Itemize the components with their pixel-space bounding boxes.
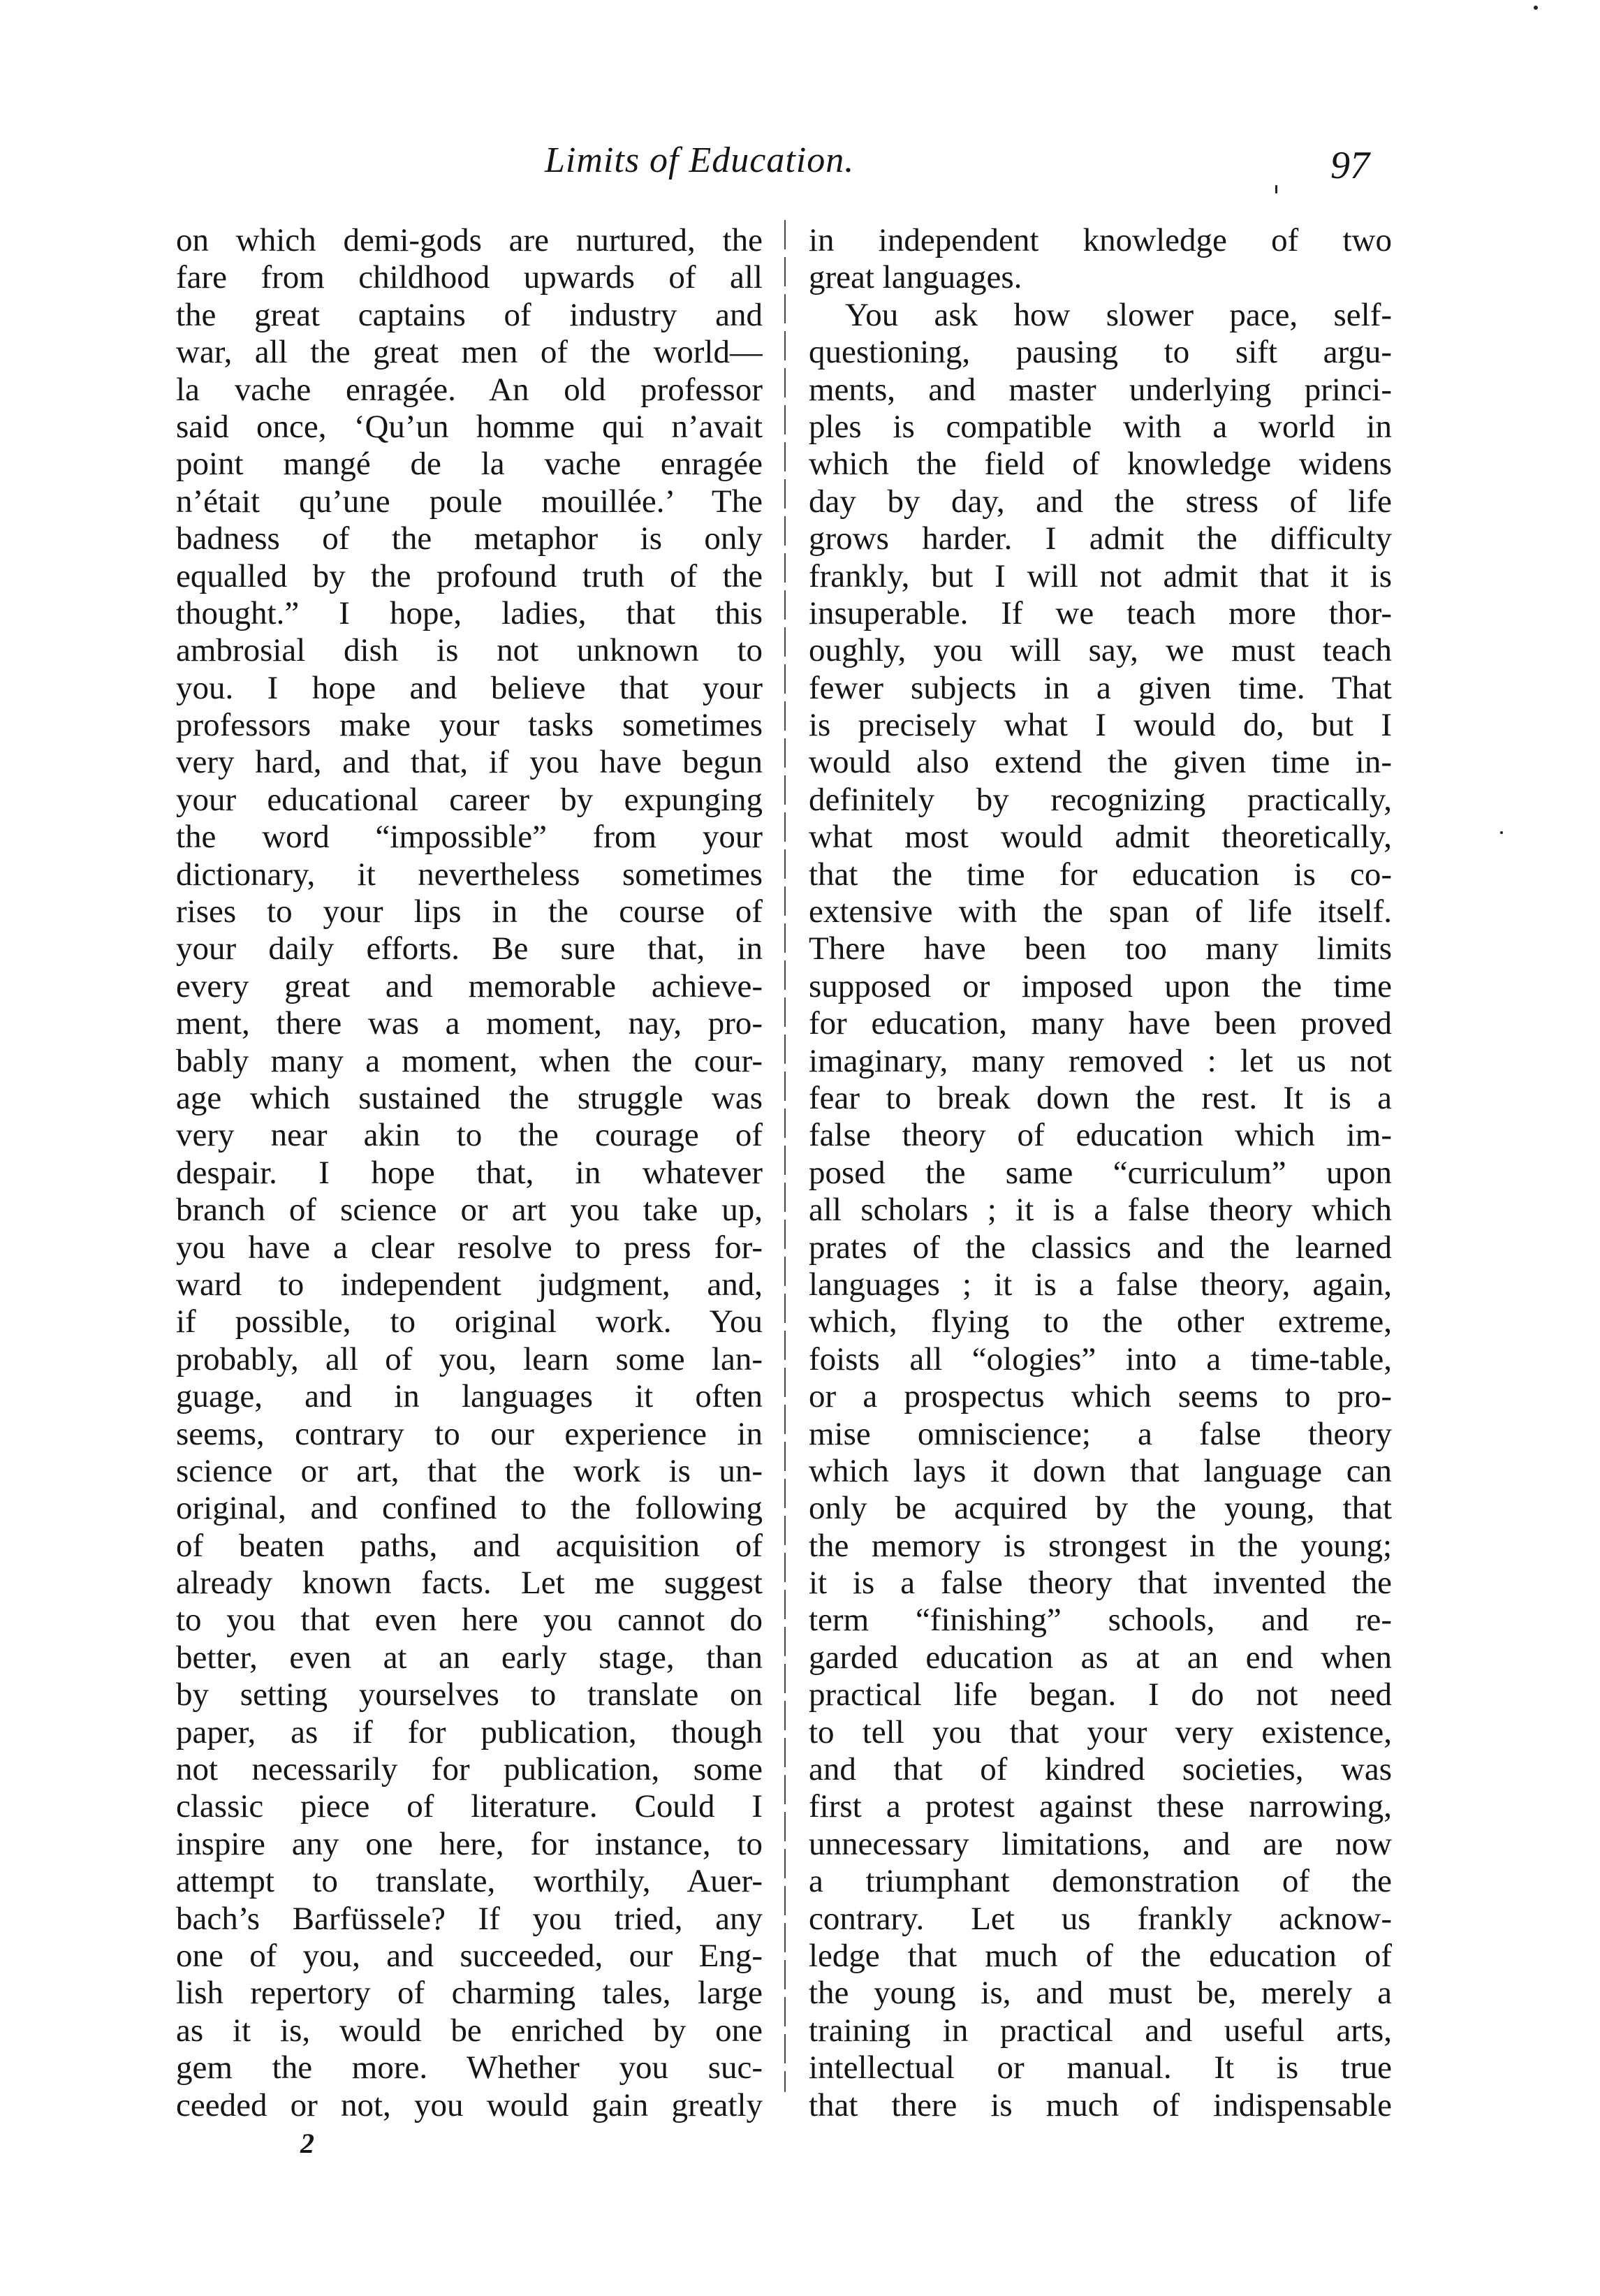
text-line: age which sustained the struggle was [176,1079,763,1116]
text-line: There have been too many limits [809,930,1392,967]
text-line: by setting yourselves to translate on [176,1676,763,1713]
text-line: definitely by recognizing practically, [809,781,1392,818]
text-line: oughly, you will say, we must teach [809,632,1392,669]
text-line: one of you, and succeeded, our Eng- [176,1937,763,1974]
signature-mark: 2 [300,2128,314,2159]
text-line: imaginary, many removed : let us not [809,1042,1392,1079]
text-line: what most would admit theoretically, [809,819,1392,856]
text-line: unnecessary limitations, and are now [809,1825,1392,1862]
text-line: and that of kindred societies, was [809,1751,1392,1788]
text-line: ledge that much of the education of [809,1937,1392,1974]
text-line: term “finishing” schools, and re- [809,1602,1392,1639]
text-line: ples is compatible with a world in [809,408,1392,445]
text-line: day by day, and the stress of life [809,483,1392,520]
text-line: to you that even here you cannot do [176,1602,763,1639]
text-line: attempt to translate, worthily, Auer- [176,1863,763,1900]
print-speck [1275,185,1277,193]
paragraph-first-line: You ask how slower pace, self- [845,296,1392,333]
text-line: seems, contrary to our experience in [176,1415,763,1452]
text-line: your educational career by expunging [176,781,763,818]
text-line: n’était qu’une poule mouillée.’ The [176,483,763,520]
text-line: which lays it down that language can [809,1452,1392,1489]
text-line: supposed or imposed upon the time [809,967,1392,1004]
text-line: bably many a moment, when the cour- [176,1042,763,1079]
text-line: a triumphant demonstration of the [809,1863,1392,1900]
text-line: fewer subjects in a given time. That [809,669,1392,706]
text-line: only be acquired by the young, that [809,1490,1392,1527]
text-line: you. I hope and believe that your [176,669,763,706]
text-column-right [809,222,1392,2124]
text-column-left [176,222,763,2124]
text-line: practical life began. I do not need [809,1676,1392,1713]
text-line: it is a false theory that invented the [809,1565,1392,1602]
text-line: extensive with the span of life itself. [809,893,1392,930]
text-line: you have a clear resolve to press for- [176,1229,763,1266]
print-speck [1500,831,1503,834]
text-line: thought.” I hope, ladies, that this [176,594,763,631]
text-line: or a prospectus which seems to pro- [809,1378,1392,1415]
text-line: training in practical and useful arts, [809,2012,1392,2049]
text-line: grows harder. I admit the difficulty [809,520,1392,557]
text-line: every great and memorable achieve- [176,967,763,1004]
text-line: all scholars ; it is a false theory which [809,1192,1392,1229]
text-line: badness of the metaphor is only [176,520,763,557]
text-line: your daily efforts. Be sure that, in [176,930,763,967]
text-line: better, even at an early stage, than [176,1639,763,1676]
print-speck [1534,6,1538,10]
text-line: professors make your tasks sometimes [176,707,763,744]
text-line: on which demi-gods are nurtured, the [176,222,763,258]
text-line: said once, ‘Qu’un homme qui n’avait [176,408,763,445]
text-line: as it is, would be enriched by one [176,2012,763,2049]
text-line: ambrosial dish is not unknown to [176,632,763,669]
text-line: probably, all of you, learn some lan- [176,1340,763,1377]
text-line: frankly, but I will not admit that it is [809,557,1392,594]
text-line: ward to independent judgment, and, [176,1266,763,1303]
text-line: already known facts. Let me suggest [176,1565,763,1602]
text-line: lish repertory of charming tales, large [176,1975,763,2012]
text-line: would also extend the given time in- [809,744,1392,781]
text-line: which the field of knowledge widens [809,446,1392,483]
text-line: ceeded or not, you would gain greatly [176,2086,763,2123]
text-line: equalled by the profound truth of the [176,557,763,594]
text-line: not necessarily for publication, some [176,1751,763,1788]
text-line: fare from childhood upwards of all [176,259,763,296]
text-line: gem the more. Whether you suc- [176,2049,763,2086]
text-line: garded education as at an end when [809,1639,1392,1676]
text-line: if possible, to original work. You [176,1303,763,1340]
text-line: the memory is strongest in the young; [809,1527,1392,1564]
text-line: inspire any one here, for instance, to [176,1825,763,1862]
text-line: insuperable. If we teach more thor- [809,594,1392,631]
text-line: contrary. Let us frankly acknow- [809,1900,1392,1937]
text-line: guage, and in languages it often [176,1378,763,1415]
text-line: science or art, that the work is un- [176,1452,763,1489]
text-line: original, and confined to the following [176,1490,763,1527]
text-line: the great captains of industry and [176,296,763,333]
text-line: that the time for education is co- [809,856,1392,893]
text-line: rises to your lips in the course of [176,893,763,930]
text-line: mise omniscience; a false theory [809,1415,1392,1452]
text-line: war, all the great men of the world— [176,334,763,371]
running-title: Limits of Education. [545,140,855,180]
text-line: despair. I hope that, in whatever [176,1154,763,1191]
text-line: false theory of education which im- [809,1117,1392,1154]
text-line: posed the same “curriculum” upon [809,1154,1392,1191]
text-line: ment, there was a moment, nay, pro- [176,1005,763,1042]
text-line: great languages. [809,259,1022,296]
text-line: the young is, and must be, merely a [809,1975,1392,2012]
text-line: la vache enragée. An old professor [176,371,763,408]
text-line: point mangé de la vache enragée [176,446,763,483]
text-line: very near akin to the courage of [176,1117,763,1154]
text-line: questioning, pausing to sift argu- [809,334,1392,371]
text-line: the word “impossible” from your [176,819,763,856]
text-line: classic piece of literature. Could I [176,1788,763,1825]
text-line: of beaten paths, and acquisition of [176,1527,763,1564]
text-line: that there is much of indispensable [809,2086,1392,2123]
column-divider-rule [784,220,786,2092]
text-line: fear to break down the rest. It is a [809,1079,1392,1116]
text-line: intellectual or manual. It is true [809,2049,1392,2086]
text-line: languages ; it is a false theory, again, [809,1266,1392,1303]
text-line: bach’s Barfüssele? If you tried, any [176,1900,763,1937]
text-line: paper, as if for publication, though [176,1713,763,1750]
text-line: very hard, and that, if you have begun [176,744,763,781]
page-number: 97 [1330,144,1370,187]
text-line: branch of science or art you take up, [176,1192,763,1229]
text-line: is precisely what I would do, but I [809,707,1392,744]
text-line: first a protest against these narrowing, [809,1788,1392,1825]
text-line: ments, and master underlying princi- [809,371,1392,408]
text-line: in independent knowledge of two [809,222,1392,258]
text-line: which, flying to the other extreme, [809,1303,1392,1340]
text-line: foists all “ologies” into a time-table, [809,1340,1392,1377]
text-line: dictionary, it nevertheless sometimes [176,856,763,893]
text-line: to tell you that your very existence, [809,1713,1392,1750]
text-line: prates of the classics and the learned [809,1229,1392,1266]
text-line: for education, many have been proved [809,1005,1392,1042]
